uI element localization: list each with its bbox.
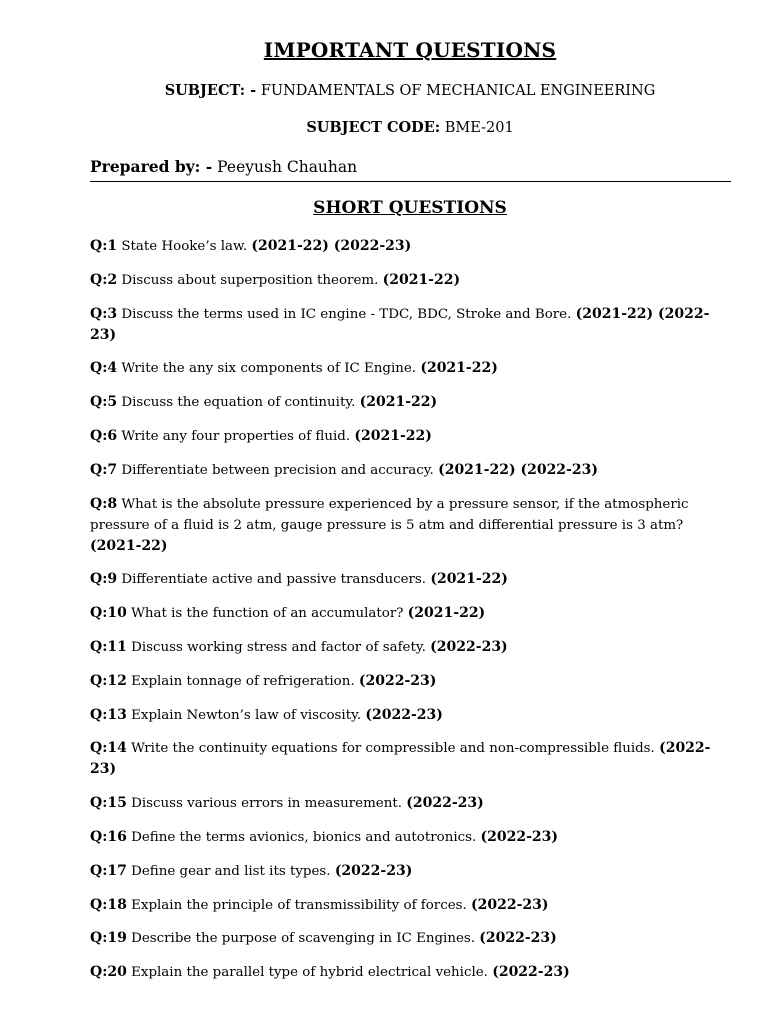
question-text: Explain the parallel type of hybrid electrical vehicle. <box>131 965 488 981</box>
question-text: Discuss about superposition theorem. <box>121 272 379 288</box>
question-years: (2021-22) (2022-23) <box>438 461 598 478</box>
question-text: Discuss various errors in measurement. <box>131 796 402 812</box>
question-years: (2022-23) <box>479 930 557 947</box>
question-item <box>90 637 735 658</box>
question-years: (2022-23) <box>480 828 559 845</box>
question-number: Q:20 <box>90 964 127 981</box>
question-number: Q:14 <box>90 740 127 757</box>
prepared-by-value: Peeyush Chauhan <box>217 158 358 176</box>
question-list <box>90 236 735 996</box>
question-text: Write the continuity equations for compressible and non-compressible fluids. <box>131 741 655 757</box>
question-number: Q:17 <box>90 862 127 879</box>
question-years: (2022-23) <box>430 638 508 655</box>
question-years: (2021-22) <box>430 571 508 588</box>
question-text: Describe the purpose of scavenging in IC Engines. <box>131 931 475 947</box>
question-item <box>90 928 735 949</box>
question-number: Q:16 <box>90 828 127 845</box>
question-item <box>90 962 735 983</box>
question-number: Q:19 <box>90 930 127 947</box>
question-text: What is the function of an accumulator? <box>131 606 404 622</box>
question-years: (2022-23) <box>471 896 549 913</box>
question-years: (2022-23) <box>358 672 437 689</box>
question-years: (2021-22) (2022-23) <box>90 305 710 343</box>
question-number: Q:10 <box>90 605 127 622</box>
question-text: What is the absolute pressure experienced by a pressure sensor, if the atmospheric pressure of a fluid is 2 atm, gauge pressure is 5 atm and differential pressure is 3 atm? <box>90 496 689 533</box>
question-text: Define the terms avionics, bionics and autotronics. <box>131 829 477 845</box>
question-text: Define gear and list its types. <box>131 863 331 879</box>
question-item <box>90 895 735 916</box>
question-years: (2022-23) <box>334 862 413 879</box>
question-years: (2021-22) (2022-23) <box>251 238 412 254</box>
header-divider <box>90 181 731 182</box>
question-years: (2021-22) <box>407 605 486 622</box>
subject-code-value: BME-201 <box>444 120 514 136</box>
subject-line <box>0 82 768 99</box>
question-number: Q:9 <box>90 571 118 588</box>
question-number: Q:3 <box>90 305 118 322</box>
question-number: Q:1 <box>90 238 118 254</box>
question-number: Q:7 <box>90 461 118 478</box>
question-item <box>90 358 735 379</box>
question-years: (2022-23) <box>492 964 570 981</box>
question-number: Q:18 <box>90 896 127 913</box>
question-number: Q:6 <box>90 427 118 444</box>
question-item <box>90 494 735 557</box>
question-years: (2022-23) <box>90 740 711 778</box>
question-years: (2021-22) <box>354 427 432 444</box>
question-years: (2021-22) <box>382 271 461 288</box>
question-item <box>90 569 735 590</box>
question-text: Discuss the terms used in IC engine - TDC, BDC, Stroke and Bore. <box>121 306 572 322</box>
question-years: (2021-22) <box>90 537 168 554</box>
question-number: Q:12 <box>90 672 127 689</box>
question-number: Q:11 <box>90 638 127 655</box>
question-text: Explain Newton’s law of viscosity. <box>131 707 362 723</box>
question-number: Q:8 <box>90 495 118 512</box>
question-text: Write the any six components of IC Engine. <box>121 361 417 377</box>
question-item <box>90 304 735 346</box>
subject-code-label: SUBJECT CODE: <box>306 119 441 136</box>
question-item <box>90 861 735 882</box>
question-item <box>90 603 735 624</box>
question-number: Q:5 <box>90 394 118 411</box>
question-years: (2022-23) <box>365 706 443 723</box>
question-item <box>90 793 735 814</box>
question-item <box>90 426 735 447</box>
question-text: Discuss working stress and factor of safety. <box>131 639 426 655</box>
question-item <box>90 270 735 291</box>
question-text: Discuss the equation of continuity. <box>121 395 356 411</box>
question-number: Q:2 <box>90 271 118 288</box>
question-number: Q:15 <box>90 795 127 812</box>
prepared-by-line <box>90 157 357 176</box>
prepared-by-label: Prepared by: - <box>90 157 213 176</box>
question-item <box>90 671 735 692</box>
question-item <box>90 460 735 481</box>
question-item <box>90 236 735 257</box>
document-title: IMPORTANT QUESTIONS <box>263 38 557 62</box>
question-item <box>90 392 735 413</box>
subject-value: FUNDAMENTALS OF MECHANICAL ENGINEERING <box>260 83 656 99</box>
question-item <box>90 705 735 726</box>
question-years: (2021-22) <box>359 394 438 411</box>
subject-label: SUBJECT: - <box>164 82 257 99</box>
question-text: State Hooke’s law. <box>121 239 248 254</box>
question-number: Q:4 <box>90 360 118 377</box>
question-item <box>90 827 735 848</box>
question-text: Write any four properties of fluid. <box>121 428 351 444</box>
question-years: (2021-22) <box>420 360 498 377</box>
question-text: Differentiate active and passive transducers. <box>121 572 427 588</box>
question-item <box>90 738 735 780</box>
section-title: SHORT QUESTIONS <box>313 198 507 218</box>
question-text: Explain tonnage of refrigeration. <box>131 673 355 689</box>
question-text: Differentiate between precision and accuracy. <box>121 462 434 478</box>
question-years: (2022-23) <box>406 795 484 812</box>
question-number: Q:13 <box>90 706 127 723</box>
question-text: Explain the principle of transmissibility of forces. <box>131 897 467 913</box>
subject-code-line <box>0 119 768 136</box>
